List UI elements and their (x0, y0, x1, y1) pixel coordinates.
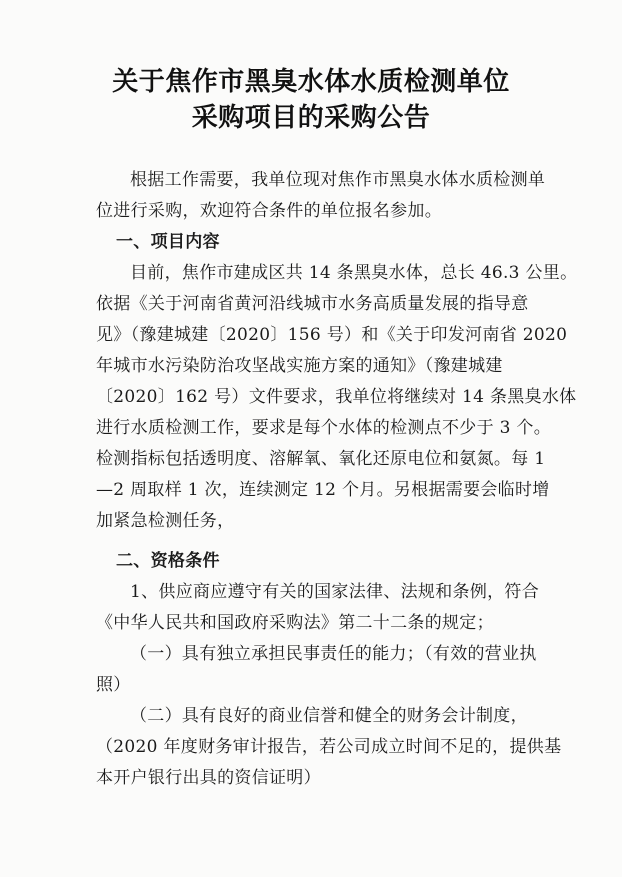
section-2-line: 1、供应商应遵守有关的国家法律、法规和条例，符合 (130, 582, 540, 602)
section-2-line: （一）具有独立承担民事责任的能力；（有效的营业执 (130, 644, 537, 664)
section-2-line: （2020 年度财务审计报告，若公司成立时间不足的，提供基 (96, 737, 562, 757)
intro-line: 位进行采购，欢迎符合条件的单位报名参加。 (96, 201, 442, 221)
section-1-line: 目前，焦作市建成区共 14 条黑臭水体，总长 46.3 公里。 (130, 263, 578, 283)
section-1-heading: 一、项目内容 (116, 232, 220, 252)
document-body (96, 165, 578, 794)
document-title (0, 64, 622, 136)
section-1-line: 检测指标包括透明度、溶解氧、氧化还原电位和氨氮。每 1 (96, 449, 546, 469)
section-1-line: 进行水质检测工作，要求是每个水体的检测点不少于 3 个。 (96, 418, 552, 438)
section-1-line: 年城市水污染防治攻坚战实施方案的通知》（豫建城建 (96, 356, 503, 376)
section-2-line: 《中华人民共和国政府采购法》第二十二条的规定； (96, 613, 494, 633)
section-1-line: 加紧急检测任务， (96, 511, 235, 531)
section-1-line: 〔2020〕162 号）文件要求，我单位将继续对 14 条黑臭水体 (96, 387, 577, 407)
title-line-2: 采购项目的采购公告 (191, 103, 431, 133)
section-1-line: —2 周取样 1 次，连续测定 12 个月。另根据需要会临时增 (96, 480, 550, 500)
spacer (96, 537, 544, 546)
section-2-line: （二）具有良好的商业信誉和健全的财务会计制度， (130, 706, 528, 726)
section-2-line: 照） (96, 675, 131, 695)
intro-line: 根据工作需要，我单位现对焦作市黑臭水体水质检测单 (130, 170, 546, 190)
section-2-heading: 二、资格条件 (116, 551, 220, 571)
section-1-line: 见》（豫建城建〔2020〕156 号）和《关于印发河南省 2020 (96, 325, 568, 345)
section-1-line: 依据《关于河南省黄河沿线城市水务高质量发展的指导意 (96, 294, 529, 314)
section-2-line: 本开户银行出具的资信证明） (96, 768, 321, 788)
title-line-1: 关于焦作市黑臭水体水质检测单位 (112, 67, 510, 97)
